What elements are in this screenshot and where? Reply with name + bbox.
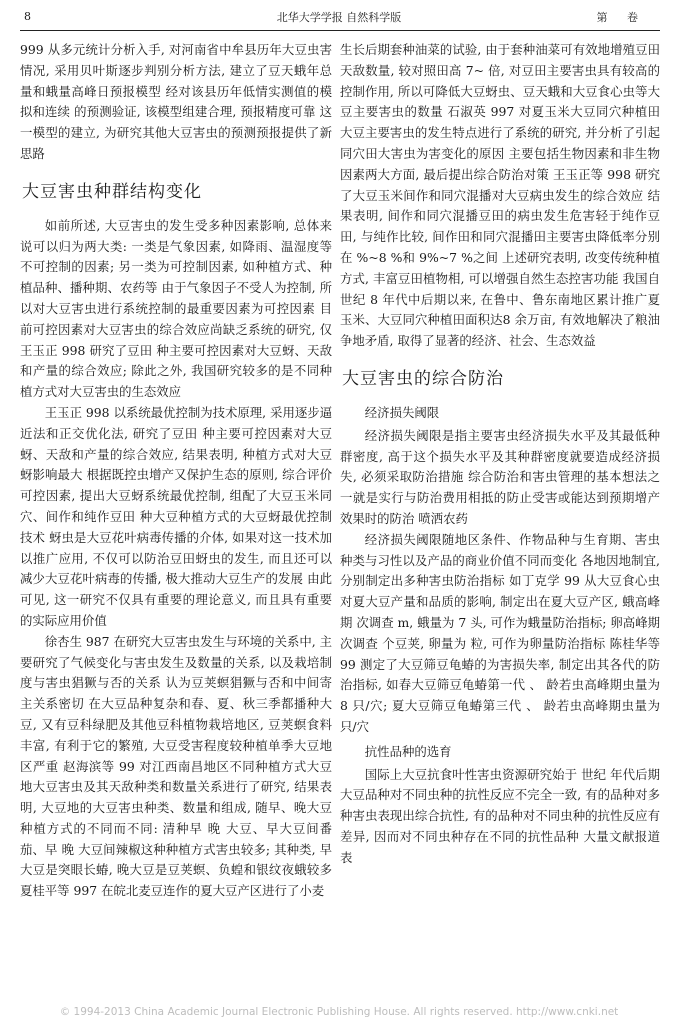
body-paragraph: 经济损失阈限是指主要害虫经济损失水平及其最低种群密度, 高于这个损失水平及其种群密度就要造成经济损失, 必须采取防治措施 综合防治和害虫管理的基本想法之一就是实行与防治费用相抵的防止受害或能达到预期增产效果时的防治 喷洒农药 bbox=[340, 427, 660, 526]
subsection-title: 抗性品种的选育 bbox=[364, 743, 452, 759]
volume-label: 第 卷 bbox=[596, 11, 646, 24]
copyright-footer: © 1994-2013 China Academic Journal Electronic Publishing House. All rights reserved. http://www.cnki.net bbox=[59, 1006, 619, 1018]
right-column bbox=[340, 40, 660, 868]
body-paragraph: 王玉正 998 以系统最优控制为技术原理, 采用逐步逼近法和正交优化法, 研究了豆田 种主要可控因素对大豆蚜、天敌和产量的综合效应, 结果表明, 种植方式对大豆蚜影响最大 根据既控虫增产又保护生态的原则, 综合评价可控因素, 提出大豆蚜系统最优控制, 组配了大豆玉米同穴、间作和纯作豆田 种大豆种植方式的大豆蚜最优控制技术 蚜虫是大豆花叶病毒传播的介体, 如果对这一技术加以推广应用, 不仅可以防治豆田蚜虫的发生, 而且还可以减少大豆花叶病毒的传播, 极大推动大豆生产的发展 由此可见, 这一研究不仅具有重要的理论意义, 而且具有重要的实际应用价值 bbox=[20, 404, 333, 628]
intro-paragraph: 生长后期套种油菜的试验, 由于套种油菜可有效地增殖豆田天敌数量, 较对照田高 7~ 倍, 对豆田主要害虫具有较高的控制作用, 所以可降低大豆蚜虫、豆天蛾和大豆食心虫等大豆主要害虫的数量 石淑英 997 对夏玉米大豆同穴种植田大豆主要害虫的发生特点进行了系统的研究, 并分析了引起同穴田大害虫为害变化的原因 主要包括生物因素和非生物因素两大方面, 最后提出综合防治对策 王玉正等 998 研究了大豆玉米间作和同穴混播对大豆病虫发生的综合效应 结果表明, 间作和同穴混播豆田的病虫发生危害轻于纯作豆田, 与纯作比较, 间作田和同穴混播田主要害虫降低率分别在 %~8 %和 9%~7 %之间 上述研究表明, 改变传统种植方式, 丰富豆田植物相, 可以增强自然生态控害功能 我国自 世纪 8 年代中后期以来, 在鲁中、鲁东南地区累计推广夏玉米、大豆同穴种植田面积达8 余万亩, 有效地解决了粮油争地矛盾, 取得了显著的经济、社会、生态效益 bbox=[340, 42, 660, 349]
body-paragraph: 徐杏生 987 在研究大豆害虫发生与环境的关系中, 主要研究了气候变化与害虫发生及数量的关系, 以及栽培制度与害虫猖獗与否的关系 认为豆荚螟猖獗与否和中间寄主关系密切 在大豆品种复杂和春、夏、秋三季都播种大豆, 又有豆科绿肥及其他豆科植物栽培地区, 豆荚螟食料丰富, 有利于它的繁殖, 大豆受害程度较种植单季大豆地区严重 赵海滨等 99 对江西南昌地区不同种植方式大豆地大豆害虫及其天敌种类和数量关系进行了研究, 结果表明, 大豆地的大豆害虫种类、数量和组成, 随早、晚大豆种植方式的不同而不同: 清种早 晚 大豆、早大豆间番茄、早 晚 大豆间辣椒这种种植方式害虫较多; 其种类, 早大豆是突眼长蝽, 晚大豆是豆荚螟、负蝗和银纹夜蛾较多 夏桂平等 997 在皖北麦豆连作的夏大豆产区进行了小麦 bbox=[20, 633, 333, 899]
body-paragraph: 如前所述, 大豆害虫的发生受多种因素影响, 总体来说可以归为两大类: 一类是气象因素, 如降雨、温湿度等不可控制的因素; 另一类为可控制因素, 如种植方式、种植品种、播种期、农药等 由于气象因子不受人为控制, 所以对大豆害虫进行系统控制的最重要因素为可控因素 目前可控因素对大豆害虫的综合效应尚缺乏系统的研究, 仅王玉正 998 研究了豆田 种主要可控因素对大豆蚜、天敌和产量的综合效应; 除此之外, 我国研究较多的是不同种植方式对大豆害虫的生态效应 bbox=[20, 217, 332, 400]
section-title: 大豆害虫种群结构变化 bbox=[22, 181, 202, 202]
page-header bbox=[0, 0, 678, 30]
body-paragraph: 经济损失阈限随地区条件、作物品种与生育期、害虫种类与习性以及产品的商业价值不同而变化 各地因地制宜, 分别制定出多种害虫防治指标 如丁克学 99 从大豆食心虫对夏大豆产量和品质的影响, 制定出在夏大豆产区, 蛾高峰期 次调查 m, 蛾量为 7 头, 可作为蛾量防治指标; 卵高峰期 次调查 个豆荚, 卵量为 粒, 可作为卵量防治指标 陈桂华等 99 测定了大豆筛豆龟蝽的为害损失率, 制定出其各代的防治指标, 如春大豆筛豆龟蝽第一代 、 龄若虫高峰期虫量为 8 只/穴; 夏大豆筛豆龟蝽第三代 、 龄若虫高峰期虫量为 只/穴 bbox=[340, 531, 660, 734]
body-paragraph: 国际上大豆抗食叶性害虫资源研究始于 世纪 年代后期 大豆品种对不同虫种的抗性反应不完全一致, 有的品种对多种害虫表现出综合抗性, 有的品种对不同虫种的抗性反应有差异, 因而对不同虫种存在不同的抗性品种 大量文献报道表 bbox=[340, 766, 660, 865]
header-rule bbox=[20, 30, 660, 31]
intro-paragraph: 999 从多元统计分析入手, 对河南省中牟县历年大豆虫害情况, 采用贝叶斯逐步判别分析方法, 建立了豆天蛾年总量和蛾量高峰日预报模型 经对该县历年低情实测值的模拟和连续 的预测验证, 该模型组建合理, 预报精度可靠 这一模型的建立, 为研究其他大豆害虫的预测预报提供了新思路 bbox=[20, 42, 332, 161]
subsection-title: 经济损失阈限 bbox=[364, 404, 440, 420]
section-title: 大豆害虫的综合防治 bbox=[342, 368, 504, 389]
left-column bbox=[20, 40, 332, 902]
journal-title: 北华大学学报 自然科学版 bbox=[276, 11, 402, 24]
page-number: 8 bbox=[24, 10, 31, 23]
